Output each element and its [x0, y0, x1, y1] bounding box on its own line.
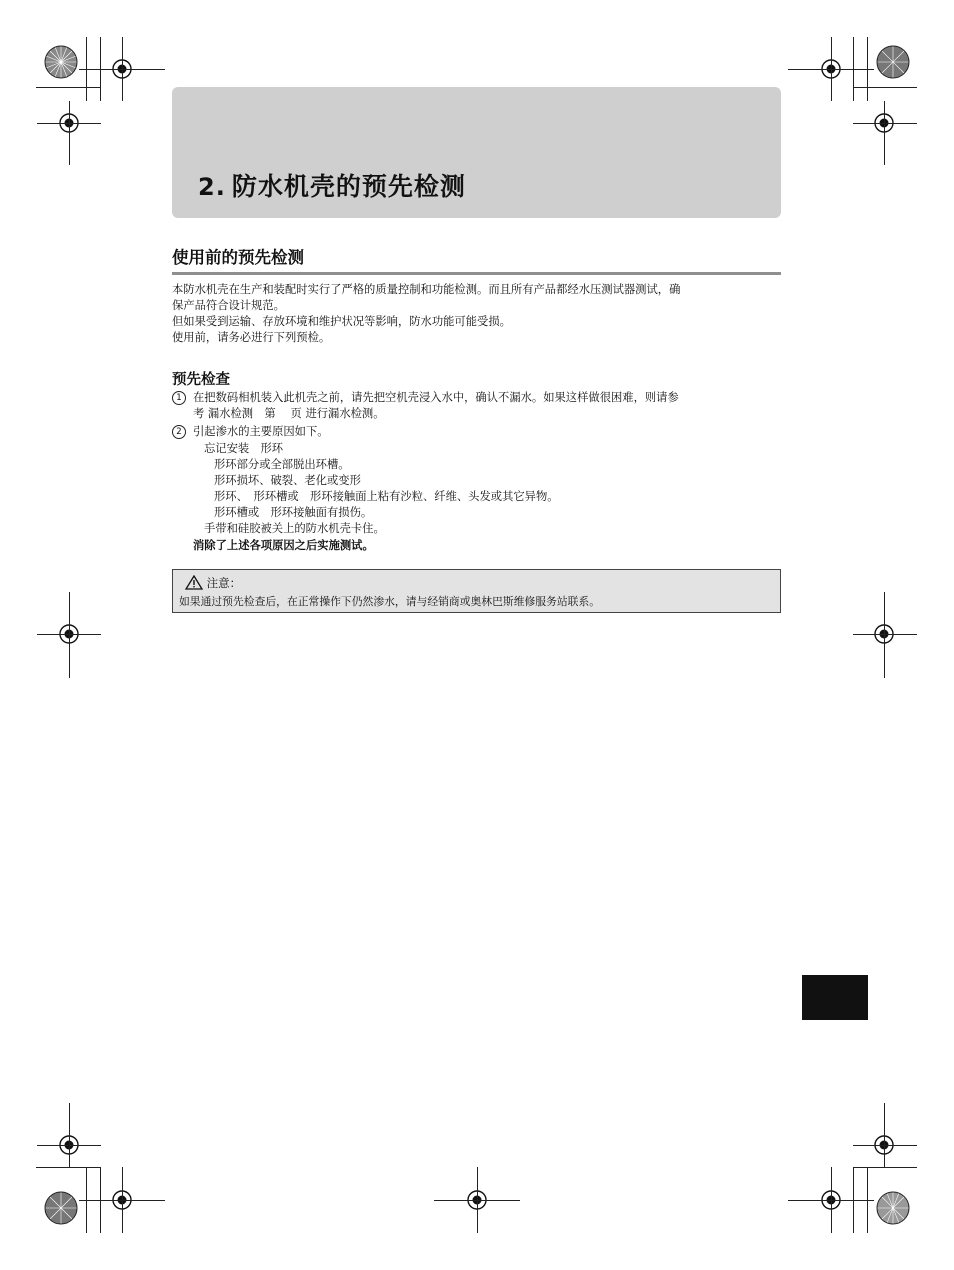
registration-starburst-icon — [876, 45, 910, 79]
intro-line: 但如果受到运输、存放环境和维护状况等影响，防水功能可能受损。 — [172, 315, 511, 328]
chapter-title: 防水机壳的预先检测 — [231, 172, 466, 201]
crop-mark — [69, 101, 70, 165]
registration-starburst-icon — [876, 1191, 910, 1225]
page-title — [198, 167, 466, 203]
crop-mark — [884, 592, 885, 678]
section-tab — [802, 975, 868, 1020]
caution-box — [172, 569, 781, 613]
step-number-badge: 1 — [172, 391, 186, 405]
intro-line: 本防水机壳在生产和装配时实行了严格的质量控制和功能检测。而且所有产品都经水压测试器测试，确 — [172, 283, 681, 296]
crop-mark — [122, 1167, 123, 1233]
section-heading: 使用前的预先检测 — [172, 244, 781, 275]
cause-item: 形环、 形环槽或 形环接触面上粘有沙粒、纤维、头发或其它异物。 — [214, 490, 559, 503]
crop-mark — [69, 1103, 70, 1167]
crop-mark — [853, 87, 917, 88]
step-2 — [172, 424, 329, 440]
crop-mark — [831, 1167, 832, 1233]
caution-header — [185, 575, 241, 591]
step-1 — [172, 390, 679, 406]
step-number-badge: 2 — [172, 425, 186, 439]
crop-mark — [853, 1167, 917, 1168]
intro-line: 使用前，请务必进行下列预检。 — [172, 331, 331, 344]
cause-item: 形环槽或 形环接触面有损伤。 — [214, 506, 373, 519]
conclusion-text: 消除了上述各项原因之后实施测试。 — [193, 539, 374, 552]
intro-line: 保产品符合设计规范。 — [172, 299, 285, 312]
crop-mark — [36, 87, 100, 88]
caution-label: 注意： — [206, 576, 242, 590]
crop-mark — [853, 123, 917, 124]
cause-item: 手带和硅胶被关上的防水机壳卡住。 — [204, 522, 385, 535]
crop-mark — [884, 101, 885, 165]
sub-heading: 预先检查 — [172, 372, 230, 388]
registration-starburst-icon — [44, 45, 78, 79]
warning-triangle-icon — [185, 575, 203, 590]
crop-mark — [831, 37, 832, 101]
crop-mark — [122, 37, 123, 101]
cause-item: 形环部分或全部脱出环槽。 — [214, 458, 350, 471]
crop-mark — [477, 1167, 478, 1233]
crop-mark — [36, 1167, 100, 1168]
chapter-number: 2. — [198, 173, 226, 201]
cause-item: 忘记安装 形环 — [204, 442, 284, 455]
step-1-continued: 考 漏水检测 第 页 进行漏水检测。 — [193, 407, 385, 420]
crop-mark — [69, 592, 70, 678]
caution-text: 如果通过预先检查后，在正常操作下仍然渗水，请与经销商或奥林巴斯维修服务站联系。 — [179, 595, 601, 608]
registration-starburst-icon — [44, 1191, 78, 1225]
step-text: 在把数码相机装入此机壳之前，请先把空机壳浸入水中，确认不漏水。如果这样做很困难，则请参 — [193, 391, 679, 404]
cause-item: 形环损坏、破裂、老化或变形 — [214, 474, 361, 487]
crop-mark — [853, 634, 917, 635]
step-text: 引起渗水的主要原因如下。 — [193, 425, 329, 438]
title-band — [172, 87, 781, 218]
crop-mark — [853, 1145, 917, 1146]
crop-mark — [884, 1103, 885, 1167]
